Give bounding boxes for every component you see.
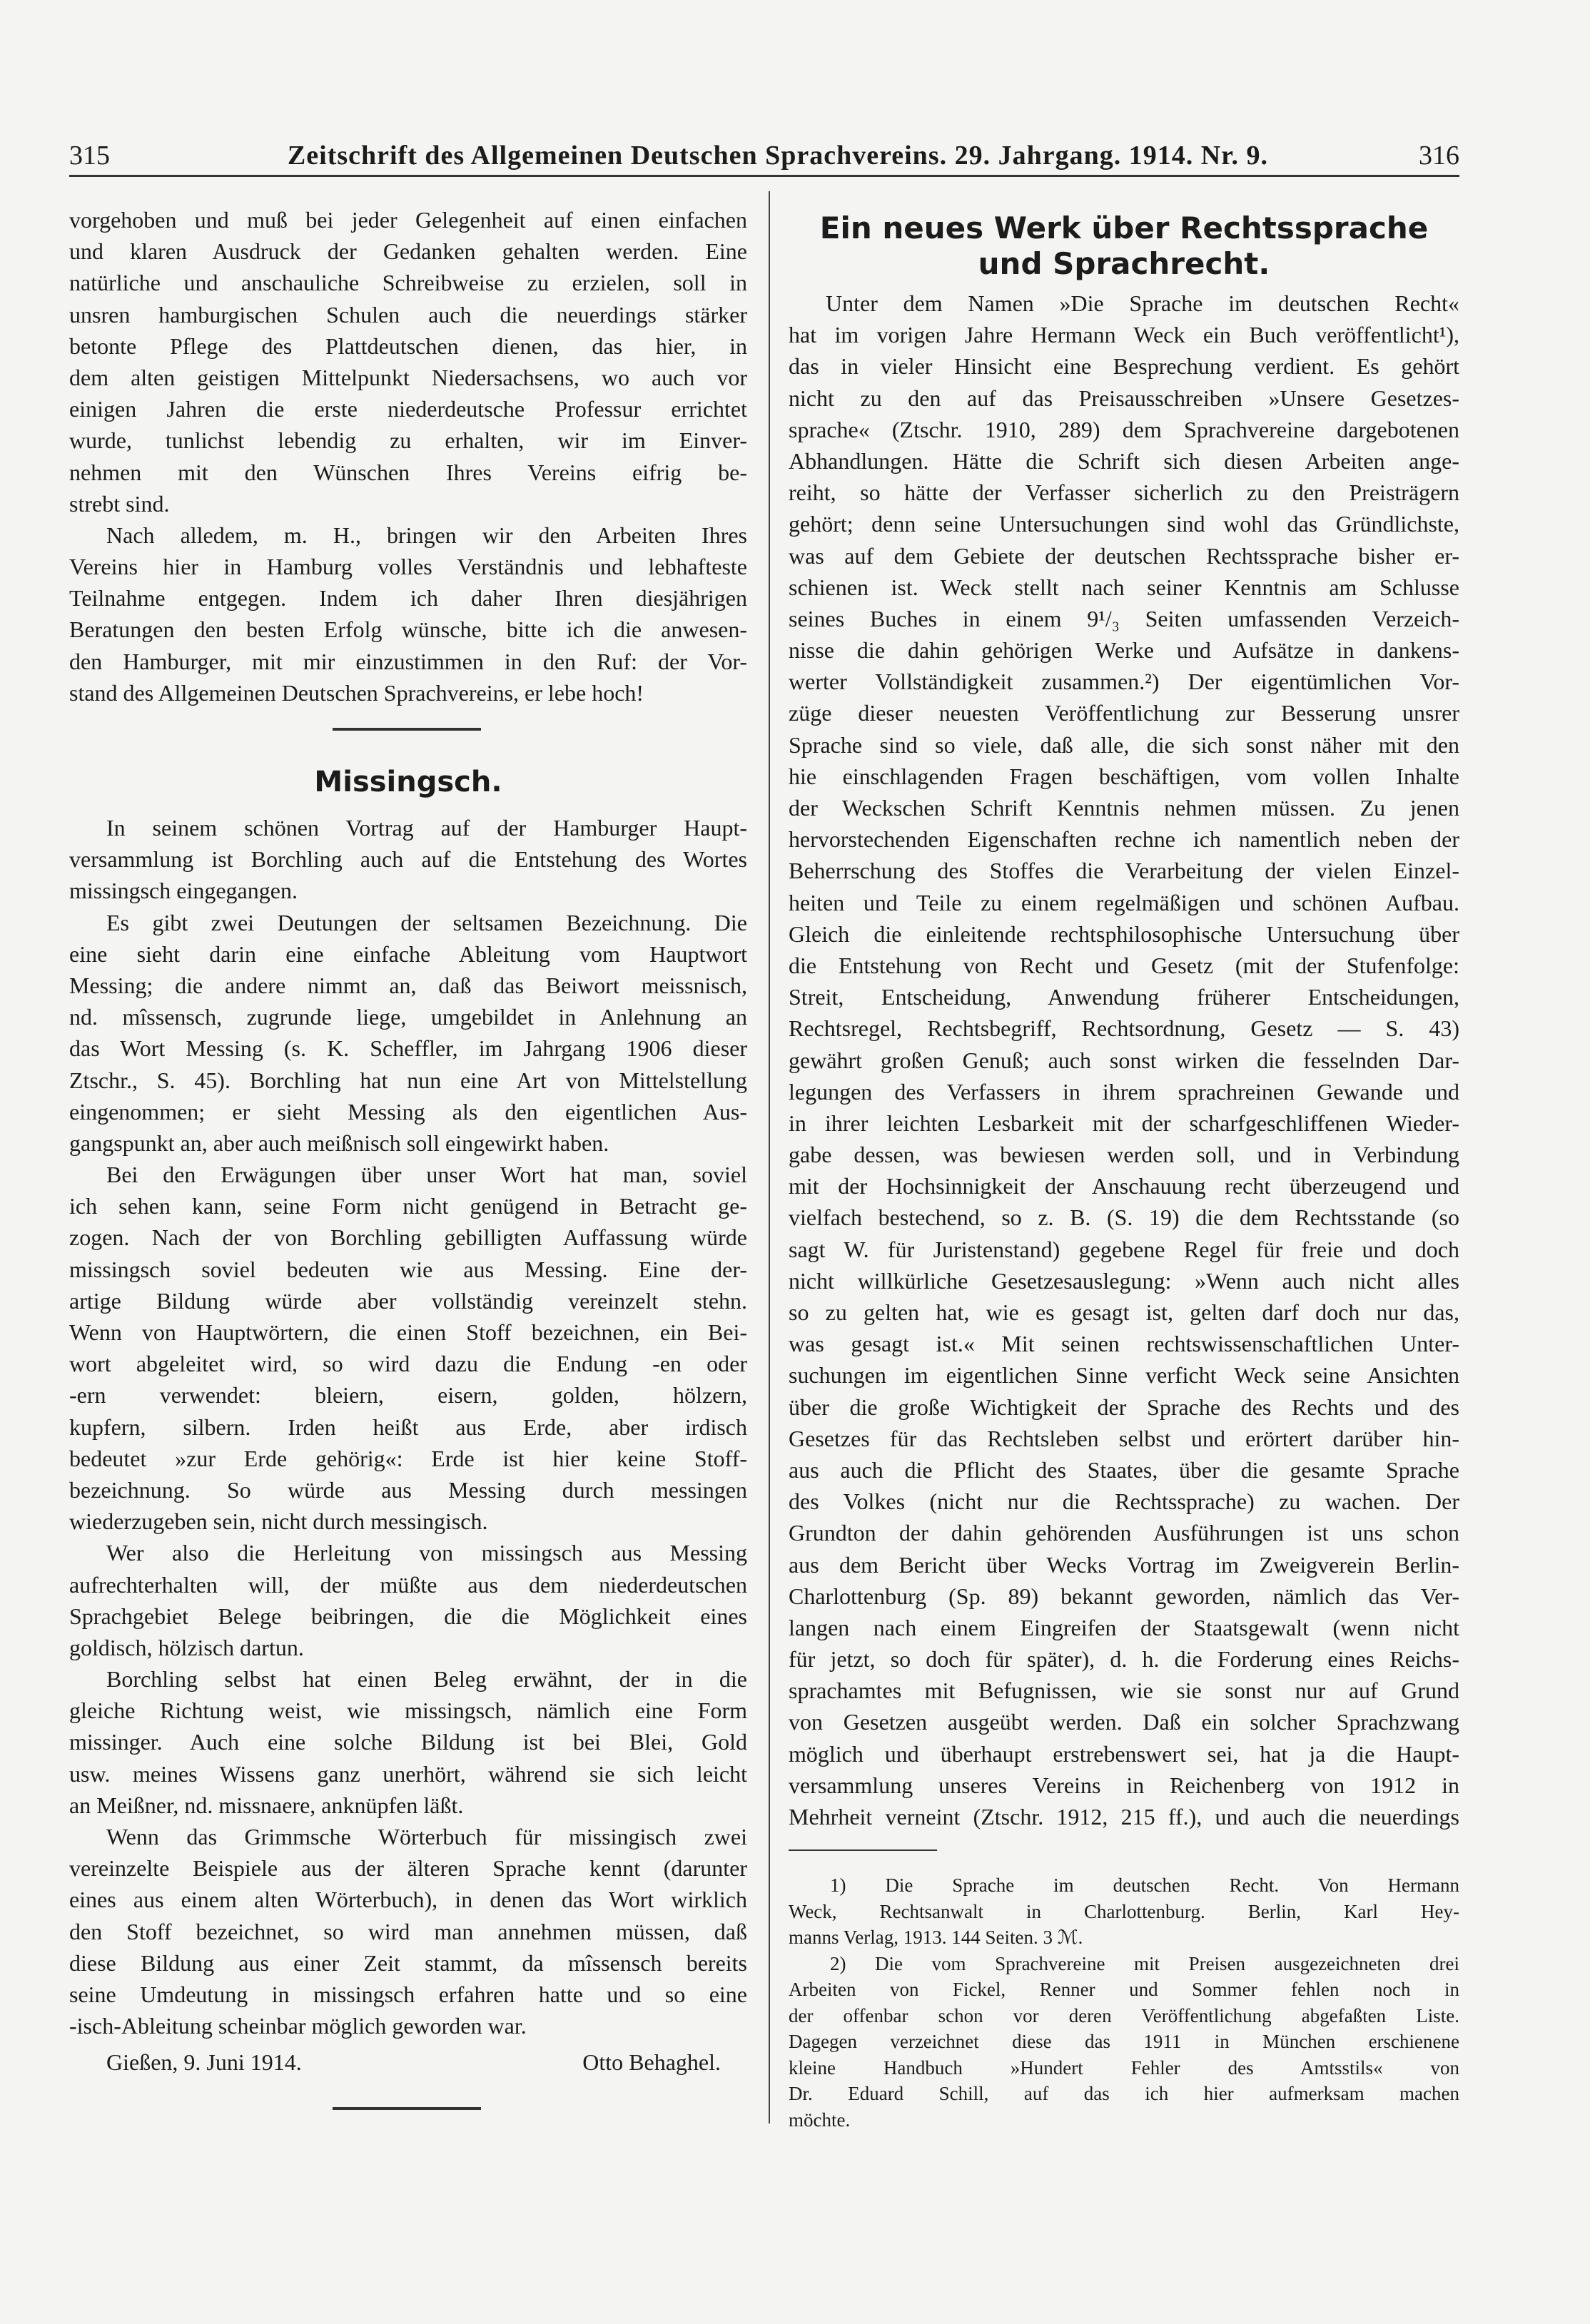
text-line: Abhandlungen. Hätte die Schrift sich diesen Arbeiten ange- [789,447,1459,474]
text-line: die Entstehung von Recht und Gesetz (mit der Stufenfolge: [789,952,1459,978]
text-line: gangspunkt an, aber auch meißnisch soll eingewirkt haben. [69,1130,609,1156]
text-line: möglich und überhaupt erstrebenswert sei, hat ja die Haupt- [789,1740,1459,1767]
text-line: vereinzelte Beispiele aus der älteren Sprache kennt (darunter [69,1855,747,1882]
text-line: Wer also die Herleitung von missingsch aus Messing [106,1540,747,1566]
text-line: zogen. Nach der von Borchling gebilligten Auffassung würde [69,1224,747,1251]
text-line: Messing; die andere nimmt an, daß das Beiwort meissnisch, [69,972,747,998]
text-line: Mehrheit verneint (Ztschr. 1912, 215 ff.), und auch die neuerdings [789,1804,1459,1830]
text-line: langen nach einem Eingreifen der Staatsgewalt (wenn nicht [789,1614,1459,1640]
text-line: so zu gelten hat, wie es gesagt ist, gelten darf doch nur das, [789,1299,1459,1325]
text-line: für jetzt, so doch für später), d. h. die Forderung eines Reichs- [789,1646,1459,1673]
footnote [789,1872,1459,1951]
text-line: diese Bildung aus einer Zeit stammt, da mîssensch bereits [69,1949,747,1976]
text-line: Sprache sind so viele, daß alle, die sich sonst näher mit den [789,731,1459,758]
paragraph [69,1537,747,1663]
text-line: gabe dessen, was bewiesen werden soll, und in Verbindung [789,1142,1459,1168]
text-line: heiten und Teile zu einem regelmäßigen und schönen Aufbau. [789,889,1459,915]
paragraph [69,519,747,709]
text-line: sprachamtes mit Befugnissen, wie sie sonst nur auf Grund [789,1678,1459,1704]
footnote [789,1951,1459,2133]
text-line: betonte Pflege des Plattdeutschen dienen, das hier, in [69,333,747,359]
text-line: eines aus einem alten Wörterbuch), in denen das Wort wirklich [69,1887,747,1913]
text-line: einigen Jahren die erste niederdeutsche Professur errichtet [69,396,747,422]
text-line: nicht zu den auf das Preisausschreiben »Unsere Gesetzes- [789,385,1459,411]
paragraph [69,1663,747,1821]
text-line: missingsch eingegangen. [69,878,298,904]
text-line: der Weckschen Schrift Kenntnis nehmen müssen. Zu jenen [789,795,1459,821]
article-title-line: und Sprachrecht. [978,246,1270,281]
article-title-rechtssprache [789,210,1459,282]
text-line: unsren hamburgischen Schulen auch die neuerdings stärker [69,301,747,328]
text-line: was gesagt ist.« Mit seinen rechtswissenschaftlichen Unter- [789,1331,1459,1357]
text-line: kleine Handbuch »Hundert Fehler des Amtsstils« von [789,2056,1459,2079]
text-line: Teilnahme entgegen. Indem ich daher Ihren diesjährigen [69,585,747,612]
text-line: kupfern, silbern. Irden heißt aus Erde, aber irdisch [69,1414,747,1440]
text-line: nd. mîssensch, zugrunde liege, umgebildet in Anlehnung an [69,1004,747,1030]
text-line: Sprachgebiet Belege beibringen, die die Möglichkeit eines [69,1603,747,1629]
text-line: missinger. Auch eine solche Bildung ist bei Blei, Gold [69,1729,747,1755]
text-line: von Gesetzen ausgeübt werden. Daß ein solcher Sprachzwang [789,1709,1459,1735]
author: Otto Behaghel. [582,2049,721,2075]
text-line: schienen ist. Weck stellt nach seiner Kenntnis am Schlusse [789,574,1459,600]
text-line: den Stoff bezeichnet, so wird man annehmen müssen, daß [69,1918,747,1944]
left-intro-text [69,204,747,709]
text-line: artige Bildung würde aber vollständig vereinzelt stehn. [69,1287,747,1314]
text-line: 2) Die vom Sprachvereine mit Preisen ausgezeichneten drei [830,1952,1459,1974]
text-line: Rechtsregel, Rechtsbegriff, Rechtsordnung, Gesetz — S. 43) [789,1015,1459,1042]
text-line: -ern verwendet: bleiern, eisern, golden, hölzern, [69,1382,747,1409]
text-line: über die große Wichtigkeit der Sprache des Rechts und des [789,1394,1459,1420]
text-line: Borchling selbst hat einen Beleg erwähnt, der in die [106,1666,747,1693]
text-line: Beratungen den besten Erfolg wünsche, bitte ich die anwesen- [69,616,747,643]
text-line: Beherrschung des Stoffes die Verarbeitung der vielen Einzel- [789,858,1459,884]
text-line: Nach alledem, m. H., bringen wir den Arbeiten Ihres [106,522,747,548]
text-line: sprache« (Ztschr. 1910, 289) dem Sprachvereine dargebotenen [789,416,1459,442]
text-line: Unter dem Namen »Die Sprache im deutschen Recht« [826,290,1459,316]
text-line: missingsch soviel bedeuten wie aus Messing. Eine der- [69,1256,747,1282]
text-line: das Wort Messing (s. K. Scheffler, im Jahrgang 1906 dieser [69,1035,747,1062]
rechtssprache-article-body [789,288,1459,1832]
section-end-rule [333,2107,481,2110]
text-line: nicht willkürliche Gesetzesauslegung: »Wenn auch nicht alles [789,1267,1459,1294]
text-line: Streit, Entscheidung, Anwendung früherer Entscheidungen, [789,984,1459,1010]
running-header: Zeitschrift des Allgemeinen Deutschen Sprachvereins. 29. Jahrgang. 1914. Nr. 9. [287,141,1269,171]
text-line: bedeutet »zur Erde gehörig«: Erde ist hier keine Stoff- [69,1445,747,1471]
footnotes [789,1872,1459,2133]
page-number-left: 315 [69,141,110,171]
text-line: goldisch, hölzisch dartun. [69,1634,304,1660]
text-line: der offenbar schon vor deren Veröffentlichung abgefaßten Liste. [789,2004,1459,2026]
text-line: wiederzugeben sein, nicht durch messingisch. [69,1508,488,1535]
text-line: vielfach bestechend, so z. B. (S. 19) die dem Rechtsstande (so [789,1204,1459,1231]
text-line: was auf dem Gebiete der deutschen Rechtssprache bisher er- [789,542,1459,569]
text-line: ich sehen kann, seine Form nicht genügend in Betracht ge- [69,1193,747,1219]
text-line: wurde, tunlichst lebendig zu erhalten, wir im Einver- [69,427,747,454]
text-line: versammlung ist Borchling auch auf die Entstehung des Wortes [69,846,747,873]
article-title-line: Ein neues Werk über Rechtssprache [819,210,1429,245]
signature-line [69,2046,721,2078]
text-line: seines Buches in einem 9¹/₃ Seiten umfassenden Verzeich- [789,605,1459,631]
text-line: versammlung unseres Vereins in Reichenberg von 1912 in [789,1772,1459,1798]
text-line: eine sieht darin eine einfache Ableitung vom Hauptwort [69,940,747,967]
text-line: Grundton der dahin gehörenden Ausführungen ist uns schon [789,1520,1459,1546]
text-line: gehört; denn seine Untersuchungen sind wohl das Gründlichste, [789,511,1459,537]
text-line: Dr. Eduard Schill, auf das ich hier aufmerksam machen [789,2083,1459,2104]
article-title-missingsch: Missingsch. [314,766,502,798]
text-line: in ihrer leichten Lesbarkeit mit der scharfgeschliffenen Wieder- [789,1110,1459,1136]
text-line: züge dieser neuesten Veröffentlichung zur Besserung unsrer [789,700,1459,726]
paragraph [69,812,747,907]
paragraph [789,288,1459,1832]
text-line: Ztschr., S. 45). Borchling hat nun eine Art von Mittelstellung [69,1067,747,1093]
paragraph [69,204,747,519]
text-line: an Meißner, nd. missnaere, anknüpfen läßt. [69,1792,464,1818]
text-line: Charlottenburg (Sp. 89) bekannt geworden, nämlich das Ver- [789,1583,1459,1609]
text-line: legungen des Verfassers in ihrem sprachreinen Gewande und [789,1078,1459,1105]
text-line: den Hamburger, mit mir einzustimmen in den Ruf: der Vor- [69,648,747,674]
paragraph [69,1821,747,2041]
text-line: Bei den Erwägungen über unser Wort hat man, soviel [106,1162,747,1188]
text-line: das in vieler Hinsicht eine Besprechung verdient. Es gehört [789,353,1459,380]
footnote-rule [789,1849,937,1851]
text-line: nisse die dahin gehörigen Werke und Aufsätze in dankens- [789,637,1459,664]
text-line: hervorstechenden Eigenschaften rechne ich namentlich neben der [789,826,1459,853]
page-number-right: 316 [1419,141,1459,171]
text-line: gewährt großen Genuß; auch sonst wirken die fesselnden Dar- [789,1047,1459,1073]
text-line: Arbeiten von Fickel, Renner und Sommer fehlen noch in [789,1979,1459,2000]
text-line: wort abgeleitet wird, so wird dazu die Endung -en oder [69,1351,747,1377]
text-line: aufrechterhalten will, der müßte aus dem niederdeutschen [69,1571,747,1598]
text-line: In seinem schönen Vortrag auf der Hamburger Haupt- [106,815,747,841]
text-line: gleiche Richtung weist, wie missingsch, nämlich eine Form [69,1698,747,1724]
text-line: seine Umdeutung in missingsch erfahren hatte und so eine [69,1981,747,2007]
text-line: Gleich die einleitende rechtsphilosophische Untersuchung über [789,920,1459,947]
text-line: 1) Die Sprache im deutschen Recht. Von Hermann [830,1874,1459,1896]
text-line: usw. meines Wissens ganz unerhört, während sie sich leicht [69,1760,747,1787]
text-line: stand des Allgemeinen Deutschen Sprachvereins, er lebe hoch! [69,679,644,706]
text-line: eingenommen; er sieht Messing als den eigentlichen Aus- [69,1098,747,1125]
section-rule [333,728,481,731]
text-line: vorgehoben und muß bei jeder Gelegenheit auf einen einfachen [69,207,747,233]
text-line: mit der Hochsinnigkeit der Anschauung recht überzeugend und [789,1173,1459,1199]
text-line: hat im vorigen Jahre Hermann Weck ein Buch veröffentlicht¹), [789,322,1459,348]
text-line: und klaren Ausdruck der Gedanken gehalten werden. Eine [69,238,747,265]
text-line: reiht, so hätte der Verfasser sicherlich zu den Preisträgern [789,479,1459,506]
text-line: Dagegen verzeichnet diese das 1911 in München erschienene [789,2031,1459,2052]
place-date: Gießen, 9. Juni 1914. [106,2049,302,2075]
text-line: Wenn das Grimmsche Wörterbuch für missingisch zwei [106,1824,747,1849]
missingsch-article-body [69,812,747,2041]
text-line: strebt sind. [69,490,170,517]
text-line: bezeichnung. So würde aus Messing durch messingen [69,1476,747,1503]
paragraph [69,1159,747,1537]
header-rule [69,175,1459,177]
text-line: werter Vollständigkeit zusammen.²) Der eigentümlichen Vor- [789,669,1459,695]
column-divider [769,191,770,2123]
text-line: aus dem Bericht über Wecks Vortrag im Zweigverein Berlin- [789,1551,1459,1578]
paragraph [69,907,747,1160]
text-line: dem alten geistigen Mittelpunkt Niedersachsens, wo auch vor [69,364,747,390]
text-line: Weck, Rechtsanwalt in Charlottenburg. Berlin, Karl Hey- [789,1900,1459,1922]
text-line: Gesetzes für das Rechtsleben selbst und erörtert darüber hin- [789,1425,1459,1451]
text-line: aus auch die Pflicht des Staates, über die gesamte Sprache [789,1456,1459,1483]
text-line: suchungen im eigentlichen Sinne verficht Weck seine Ansichten [789,1362,1459,1389]
text-line: möchte. [789,2109,851,2131]
text-line: hie einschlagenden Fragen beschäftigen, vom vollen Inhalte [789,763,1459,789]
text-line: nehmen mit den Wünschen Ihres Vereins eifrig be- [69,459,747,485]
text-line: manns Verlag, 1913. 144 Seiten. 3 ℳ. [789,1927,1083,1948]
text-line: Wenn von Hauptwörtern, die einen Stoff bezeichnen, ein Bei- [69,1319,747,1345]
text-line: Vereins hier in Hamburg volles Verständnis und lebhafteste [69,554,747,580]
text-line: sagt W. für Juristenstand) gegebene Regel für freie und doch [789,1236,1459,1262]
text-line: des Volkes (nicht nur die Rechtssprache) zu wachen. Der [789,1488,1459,1515]
text-line: Es gibt zwei Deutungen der seltsamen Bezeichnung. Die [106,909,747,935]
text-line: -isch-Ableitung scheinbar möglich geworden war. [69,2013,527,2039]
text-line: natürliche und anschauliche Schreibweise zu erzielen, soll in [69,270,747,296]
